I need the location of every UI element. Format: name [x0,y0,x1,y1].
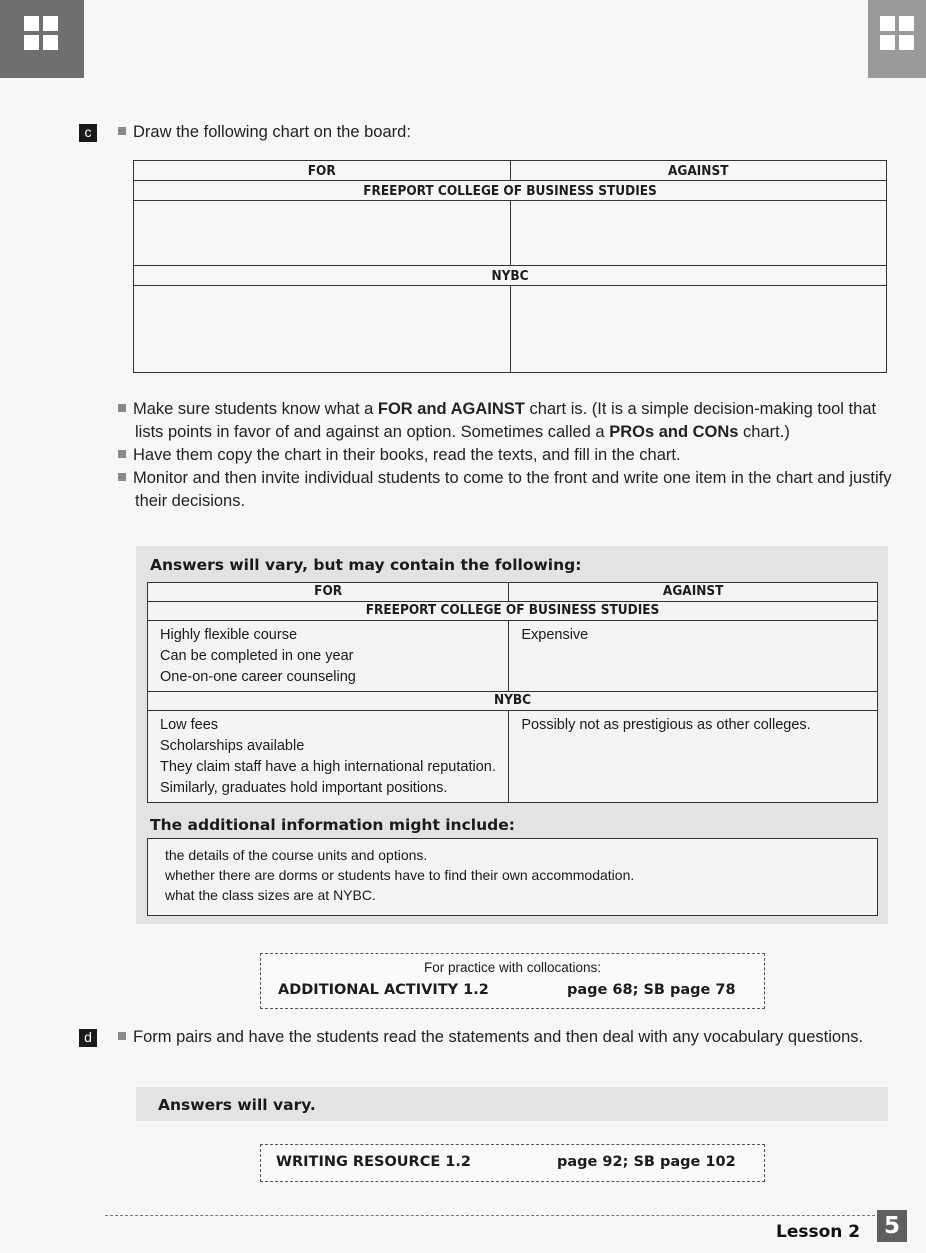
intro-text: Draw the following chart on the board: [133,123,411,141]
freeport-against-cell [509,621,878,692]
page-number: 5 [877,1210,907,1242]
instruction-text: chart.) [738,423,790,441]
answer-line: whether there are dorms or students have to find their own accommodation. [165,867,635,883]
nybc-against-cell [509,711,878,803]
chart-cell-empty [134,286,511,373]
practice-activity: ADDITIONAL ACTIVITY 1.2 [278,982,489,998]
section-d-bullet [118,1026,895,1049]
freeport-for-cell [148,621,509,692]
grid-icon [24,16,58,50]
practice-pages: page 68; SB page 78 [567,982,736,998]
answer-line: Can be completed in one year [160,648,354,664]
answer-line: Highly flexible course [160,627,298,643]
instruction-text: Monitor and then invite individual students to come to the front and write one item in the chart and justify their decisions. [133,469,892,510]
additional-info-box [147,838,878,916]
bullet-square-icon [118,450,126,458]
bullet-square-icon [118,473,126,481]
nybc-for-cell [148,711,509,803]
answer-line: the details of the course units and options. [165,847,428,863]
answer-line: Expensive [521,627,589,643]
for-against-chart [133,160,887,373]
answers-title: Answers will vary, but may contain the following: [150,556,582,574]
chart-cell-empty [510,201,887,266]
nybc-for-list [149,712,507,801]
corner-tab-right [868,0,926,78]
answer-line: what the class sizes are at NYBC. [165,887,376,903]
freeport-against-list [510,622,876,648]
bullet-square-icon [118,404,126,412]
freeport-for-list [149,622,507,690]
chart-cell-empty [510,286,887,373]
answer-line: Low fees [160,717,219,733]
answer-line: Similarly, graduates hold important positions. [160,780,448,796]
corner-tab-left [0,0,84,78]
section-d-text: Form pairs and have the students read the statements and then deal with any vocabulary questions. [133,1028,864,1046]
section-marker-c: c [79,124,97,142]
chart-col-for: FOR [134,161,511,181]
instruction-item [118,444,898,467]
nybc-against-list [510,712,876,738]
emphasis-text: PROs and CONs [609,423,739,441]
resource-pages: page 92; SB page 102 [557,1154,736,1170]
answer-line: They claim staff have a high international reputation. [160,759,496,775]
chart-cell-empty [134,201,511,266]
chart-row-nybc: NYBC [134,266,887,286]
answer-line: Possibly not as prestigious as other colleges. [521,717,811,733]
grid-icon [880,16,914,50]
chart-row-freeport: FREEPORT COLLEGE OF BUSINESS STUDIES [134,181,887,201]
resource-activity: WRITING RESOURCE 1.2 [276,1154,471,1170]
instruction-item [118,467,898,513]
footer-rule [105,1215,875,1216]
answers-row-freeport: FREEPORT COLLEGE OF BUSINESS STUDIES [148,602,878,621]
answer-line: One-on-one career counseling [160,669,356,685]
additional-info-list [148,839,877,911]
section-marker-d: d [79,1029,97,1047]
emphasis-text: FOR and AGAINST [377,400,525,418]
writing-resource-box [260,1144,765,1182]
bullet-square-icon [118,1032,126,1040]
instruction-item [118,398,898,444]
instruction-text: Have them copy the chart in their books, read the texts, and fill in the chart. [133,446,681,464]
answers-row-nybc: NYBC [148,692,878,711]
answers-col-for: FOR [148,583,509,602]
section-c-intro [118,121,411,144]
bullet-square-icon [118,127,126,135]
answers-d: Answers will vary. [158,1096,316,1114]
instruction-text: chart is. (It is a simple decision-making tool that lists points in favor of and against an option. Sometimes called a [135,400,877,441]
practice-reference-box [260,953,765,1009]
chart-col-against: AGAINST [510,161,887,181]
instruction-text: Make sure students know what a [133,400,378,418]
instruction-list [118,398,898,513]
lesson-label: Lesson 2 [776,1222,861,1242]
practice-note: For practice with collocations: [423,960,602,975]
additional-info-title: The additional information might include: [150,816,515,834]
answers-col-against: AGAINST [509,583,878,602]
answer-line: Scholarships available [160,738,305,754]
answers-chart [147,582,878,803]
